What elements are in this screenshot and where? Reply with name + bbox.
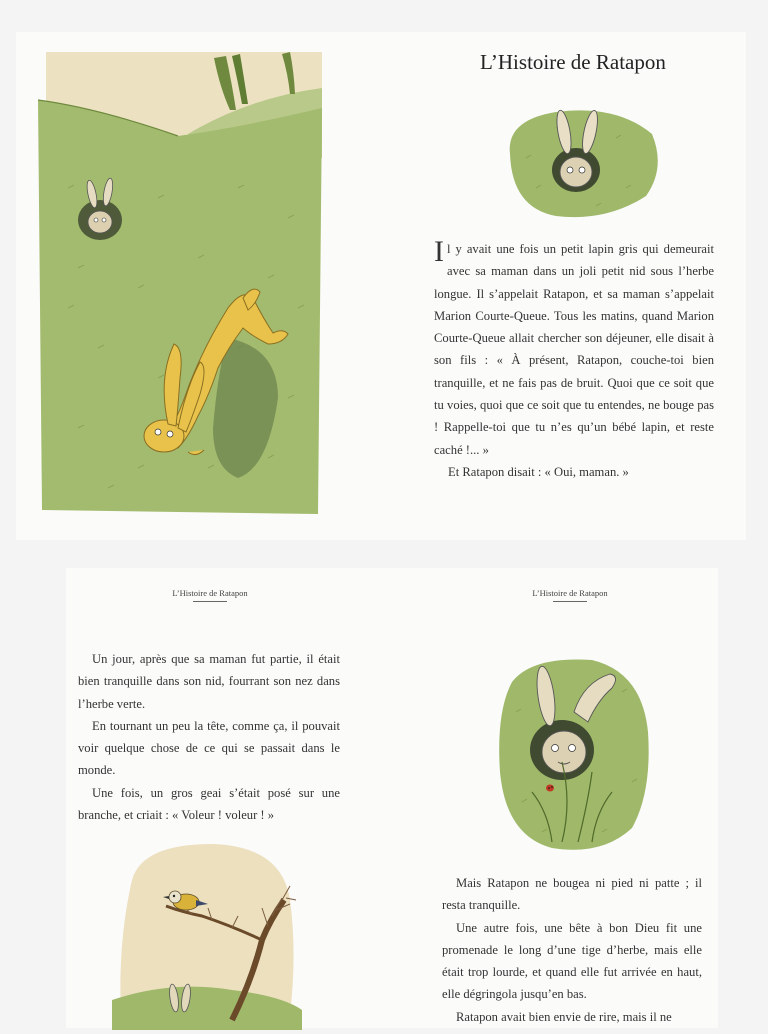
rabbit-in-hole-vignette — [496, 98, 662, 226]
top-spread — [16, 32, 746, 540]
paragraph: En tournant un peu la tête, comme ça, il pouvait voir quelque chose de ce qui se passait dans le monde. — [78, 718, 340, 778]
page-1-text — [434, 235, 714, 483]
page-2-text — [78, 648, 340, 826]
page-3-text — [442, 872, 702, 1028]
running-head-rule — [193, 601, 227, 602]
rabbit-in-hole-svg — [496, 98, 662, 226]
running-head-left — [110, 588, 310, 602]
running-head-right — [470, 588, 670, 602]
paragraph: Ratapon avait bien envie de rire, mais il ne — [456, 1009, 672, 1024]
bottom-spread — [66, 568, 718, 1028]
paragraph: Et Ratapon disait : « Oui, maman. » — [448, 464, 629, 479]
paragraph: Une autre fois, une bête à bon Dieu fit une promenade le long d’une tige d’herbe, mais elle était trop lourde, et quand elle fut arrivée en haut, elle dégringola jusqu’en bas. — [442, 920, 702, 1002]
paragraph: l y avait une fois un petit lapin gris qui demeurait avec sa maman dans un joli petit nid sous l’herbe longue. Il s’appelait Ratapon, et sa maman s’appelait Marion Courte-Queue. Tous les matins, quand Marion Courte-Queue allait chercher son déjeuner, elle disait à son fils : « À présent, Ratapon, couche-toi bien tranquille, et ne fais pas de bruit. Quoi que ce soit que tu voies, quoi que ce soit que tu entendes, ne bouge pas ! Rappelle-toi que tu n’es qu’un bébé lapin, et reste caché !... » — [434, 242, 714, 457]
paragraph: Un jour, après que sa maman fut partie, il était bien tranquille dans son nid, fourrant son nez dans l’herbe verte. — [78, 652, 340, 711]
running-head-rule — [553, 601, 587, 602]
jay-on-branch-illustration — [112, 840, 302, 1030]
rabbit-and-ladybug-illustration — [492, 652, 652, 852]
rabbit-head — [560, 157, 592, 187]
running-head-text: L’Histoire de Ratapon — [172, 588, 248, 598]
page-title: L’Histoire de Ratapon — [480, 50, 666, 74]
paragraph: Mais Ratapon ne bougea ni pied ni patte ; il resta tranquille. — [442, 876, 702, 913]
jay-on-branch-svg — [112, 840, 302, 1030]
rabbit-head — [542, 731, 586, 773]
ladybug — [546, 785, 554, 792]
meadow-rabbit-svg — [38, 48, 322, 514]
paragraph: Une fois, un gros geai s’était posé sur une branche, et criait : « Voleur ! voleur ! » — [78, 785, 340, 823]
meadow-rabbit-illustration — [38, 48, 322, 514]
drop-cap: I — [434, 235, 444, 268]
rabbit-and-ladybug-svg — [492, 652, 652, 852]
running-head-text: L’Histoire de Ratapon — [532, 588, 608, 598]
meadow — [38, 100, 322, 514]
